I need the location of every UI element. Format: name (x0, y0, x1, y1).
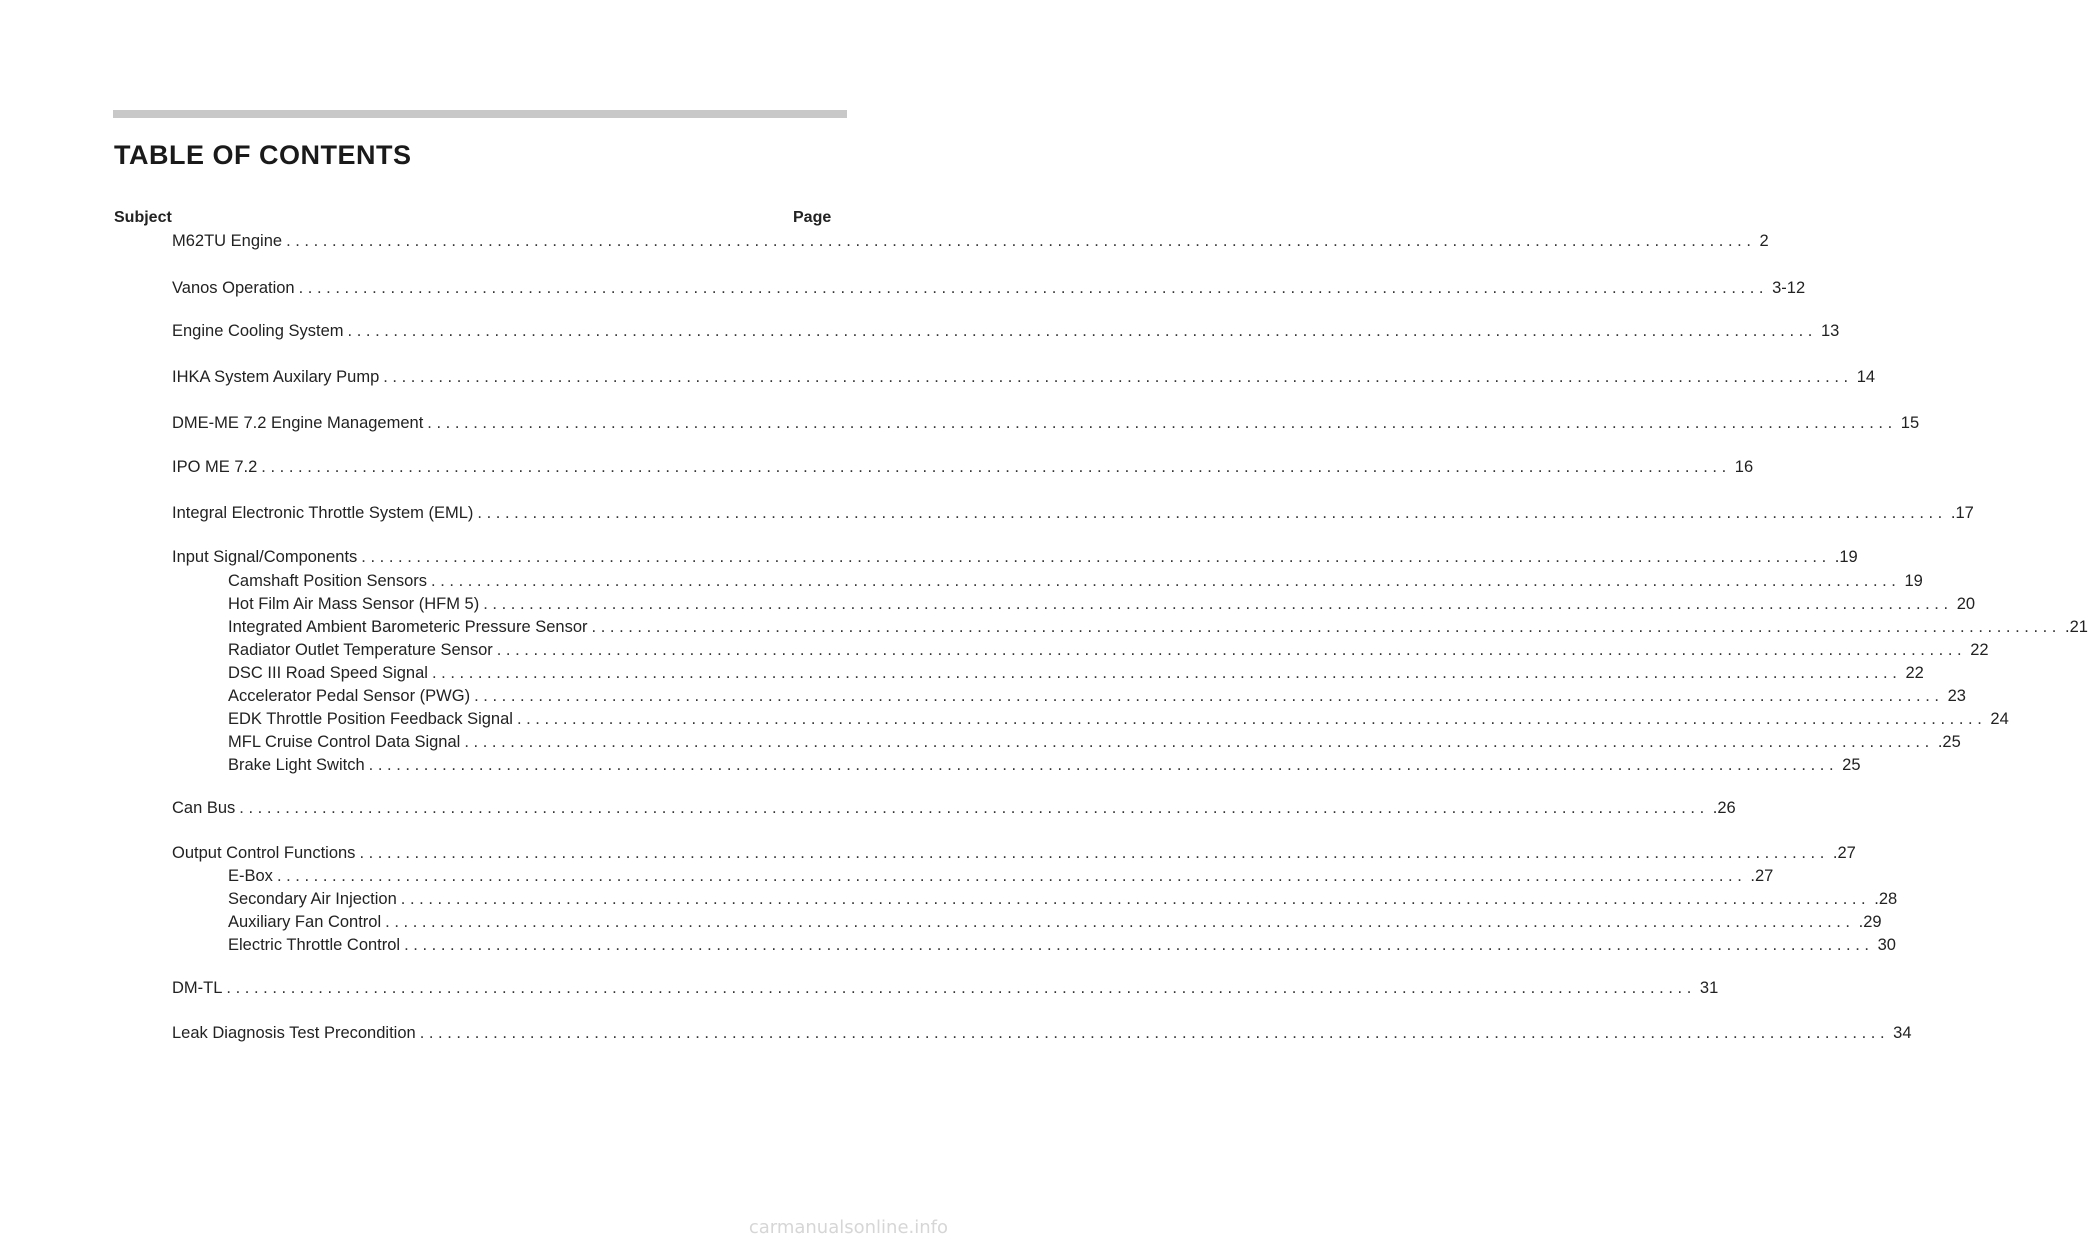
toc-entry-label: M62TU Engine (172, 232, 283, 250)
toc-entry[interactable] (172, 456, 1754, 478)
dot-leader: ................................................................................................................................................................ (361, 548, 1831, 566)
toc-entry-label: Input Signal/Components (172, 548, 358, 566)
toc-entry-page: .28 (1874, 890, 1898, 908)
toc-entry-label: Integral Electronic Throttle System (EML) (172, 504, 474, 522)
toc-entry-page: 14 (1856, 368, 1876, 386)
toc-entry[interactable] (172, 546, 1858, 568)
toc-entry[interactable] (228, 754, 1861, 776)
toc-entry-page: .25 (1937, 733, 1961, 751)
dot-leader: ................................................................................................................................................................ (298, 279, 1769, 297)
toc-entry[interactable] (172, 277, 1806, 299)
toc-entry[interactable] (228, 639, 1989, 661)
toc-entry[interactable] (228, 616, 2088, 638)
toc-entry[interactable] (228, 731, 1961, 753)
dot-leader: ................................................................................................................................................................ (226, 979, 1696, 997)
toc-entry[interactable] (228, 570, 1923, 592)
dot-leader: ................................................................................................................................................................ (239, 799, 1709, 817)
toc-entry[interactable] (228, 934, 1896, 956)
dot-leader: ................................................................................................................................................................ (385, 913, 1855, 931)
toc-entry-label: IPO ME 7.2 (172, 458, 258, 476)
dot-leader: ................................................................................................................................................................ (427, 414, 1897, 432)
toc-entry[interactable] (172, 842, 1856, 864)
toc-entry[interactable] (228, 593, 1976, 615)
toc-entry-page: .21 (2065, 618, 2088, 636)
page-title: TABLE OF CONTENTS (114, 140, 412, 170)
toc-entry-label: Output Control Functions (172, 844, 356, 862)
dot-leader: ................................................................................................................................................................ (400, 890, 1871, 908)
dot-leader: ................................................................................................................................................................ (276, 867, 1747, 885)
toc-entry-page: 34 (1893, 1024, 1912, 1042)
dot-leader: ................................................................................................................................................................ (347, 322, 1817, 340)
watermark: carmanualsonline.info (748, 1217, 948, 1238)
dot-leader: ................................................................................................................................................................ (516, 710, 1987, 728)
toc-entry-label: Engine Cooling System (172, 322, 344, 340)
toc-entry-label: E-Box (228, 867, 273, 885)
toc-entry-page: .27 (1750, 867, 1774, 885)
dot-leader: ................................................................................................................................................................ (496, 641, 1967, 659)
toc-entry-label: Accelerator Pedal Sensor (PWG) (228, 687, 471, 705)
dot-leader: ................................................................................................................................................................ (431, 572, 1901, 590)
toc-entry-label: DSC III Road Speed Signal (228, 664, 428, 682)
toc-entry-page: .19 (1834, 548, 1858, 566)
toc-entry-label: Hot Film Air Mass Sensor (HFM 5) (228, 595, 480, 613)
toc-entry-label: Integrated Ambient Barometeric Pressure Sensor (228, 618, 588, 636)
toc-entry-page: 20 (1956, 595, 1976, 613)
toc-entry[interactable] (172, 797, 1736, 819)
dot-leader: ................................................................................................................................................................ (404, 936, 1874, 954)
toc-entry[interactable] (228, 685, 1966, 707)
dot-leader: ................................................................................................................................................................ (359, 844, 1829, 862)
toc-entry-label: Secondary Air Injection (228, 890, 397, 908)
toc-entry-label: Radiator Outlet Temperature Sensor (228, 641, 493, 659)
toc-entry[interactable] (228, 708, 2009, 730)
toc-entry-page: 31 (1699, 979, 1719, 997)
toc-entry-page: 22 (1905, 664, 1924, 682)
toc-entry-page: 23 (1947, 687, 1966, 705)
toc-entry-page: 25 (1842, 756, 1861, 774)
dot-leader: ................................................................................................................................................................ (368, 756, 1839, 774)
toc-entry-page: 2 (1759, 232, 1769, 250)
toc-entry-page: .26 (1712, 799, 1736, 817)
toc-entry[interactable] (228, 911, 1882, 933)
toc-entry-page: 13 (1821, 322, 1840, 340)
dot-leader: ................................................................................................................................................................ (591, 618, 2061, 636)
toc-entry[interactable] (172, 412, 1920, 434)
toc-entry-label: Electric Throttle Control (228, 936, 401, 954)
toc-entry-label: DME-ME 7.2 Engine Management (172, 414, 424, 432)
dot-leader: ................................................................................................................................................................ (419, 1024, 1890, 1042)
toc-entry-label: MFL Cruise Control Data Signal (228, 733, 461, 751)
toc-entry[interactable] (172, 366, 1876, 388)
toc-entry-page: .29 (1858, 913, 1882, 931)
toc-entry[interactable] (172, 1022, 1912, 1044)
toc-entry-page: .17 (1950, 504, 1974, 522)
toc-entry-label: Camshaft Position Sensors (228, 572, 428, 590)
dot-leader: ................................................................................................................................................................ (464, 733, 1934, 751)
toc-entry-page: 19 (1904, 572, 1923, 590)
toc-entry[interactable] (228, 865, 1774, 887)
dot-leader: ................................................................................................................................................................ (474, 687, 1944, 705)
toc-entry-page: 30 (1877, 936, 1896, 954)
dot-leader: ................................................................................................................................................................ (286, 232, 1756, 250)
toc-entry-page: 24 (1990, 710, 2009, 728)
toc-entry-label: Brake Light Switch (228, 756, 365, 774)
toc-entry-label: Auxiliary Fan Control (228, 913, 382, 931)
toc-entry-page: 22 (1970, 641, 1989, 659)
toc-entry-page: 16 (1734, 458, 1754, 476)
toc-entry-label: DM-TL (172, 979, 223, 997)
page-column-header: Page (793, 209, 832, 226)
toc-entry-page: .27 (1832, 844, 1856, 862)
toc-entry[interactable] (172, 977, 1719, 999)
subject-column-header: Subject (114, 209, 172, 226)
dot-leader: ................................................................................................................................................................ (431, 664, 1902, 682)
toc-entry-page: 15 (1900, 414, 1920, 432)
toc-entry-label: EDK Throttle Position Feedback Signal (228, 710, 513, 728)
header-rule (113, 110, 847, 118)
toc-entry-label: Can Bus (172, 799, 236, 817)
toc-entry-label: IHKA System Auxilary Pump (172, 368, 380, 386)
toc-entry-label: Leak Diagnosis Test Precondition (172, 1024, 416, 1042)
toc-entry[interactable] (228, 888, 1898, 910)
dot-leader: ................................................................................................................................................................ (383, 368, 1853, 386)
toc-entry[interactable] (228, 662, 1924, 684)
toc-entry[interactable] (172, 502, 1974, 524)
dot-leader: ................................................................................................................................................................ (483, 595, 1953, 613)
toc-entry[interactable] (172, 320, 1840, 342)
dot-leader: ................................................................................................................................................................ (261, 458, 1731, 476)
toc-entry-page: 3-12 (1772, 279, 1806, 297)
toc-entry-label: Vanos Operation (172, 279, 295, 297)
dot-leader: ................................................................................................................................................................ (477, 504, 1947, 522)
toc-entry[interactable] (172, 230, 1769, 252)
